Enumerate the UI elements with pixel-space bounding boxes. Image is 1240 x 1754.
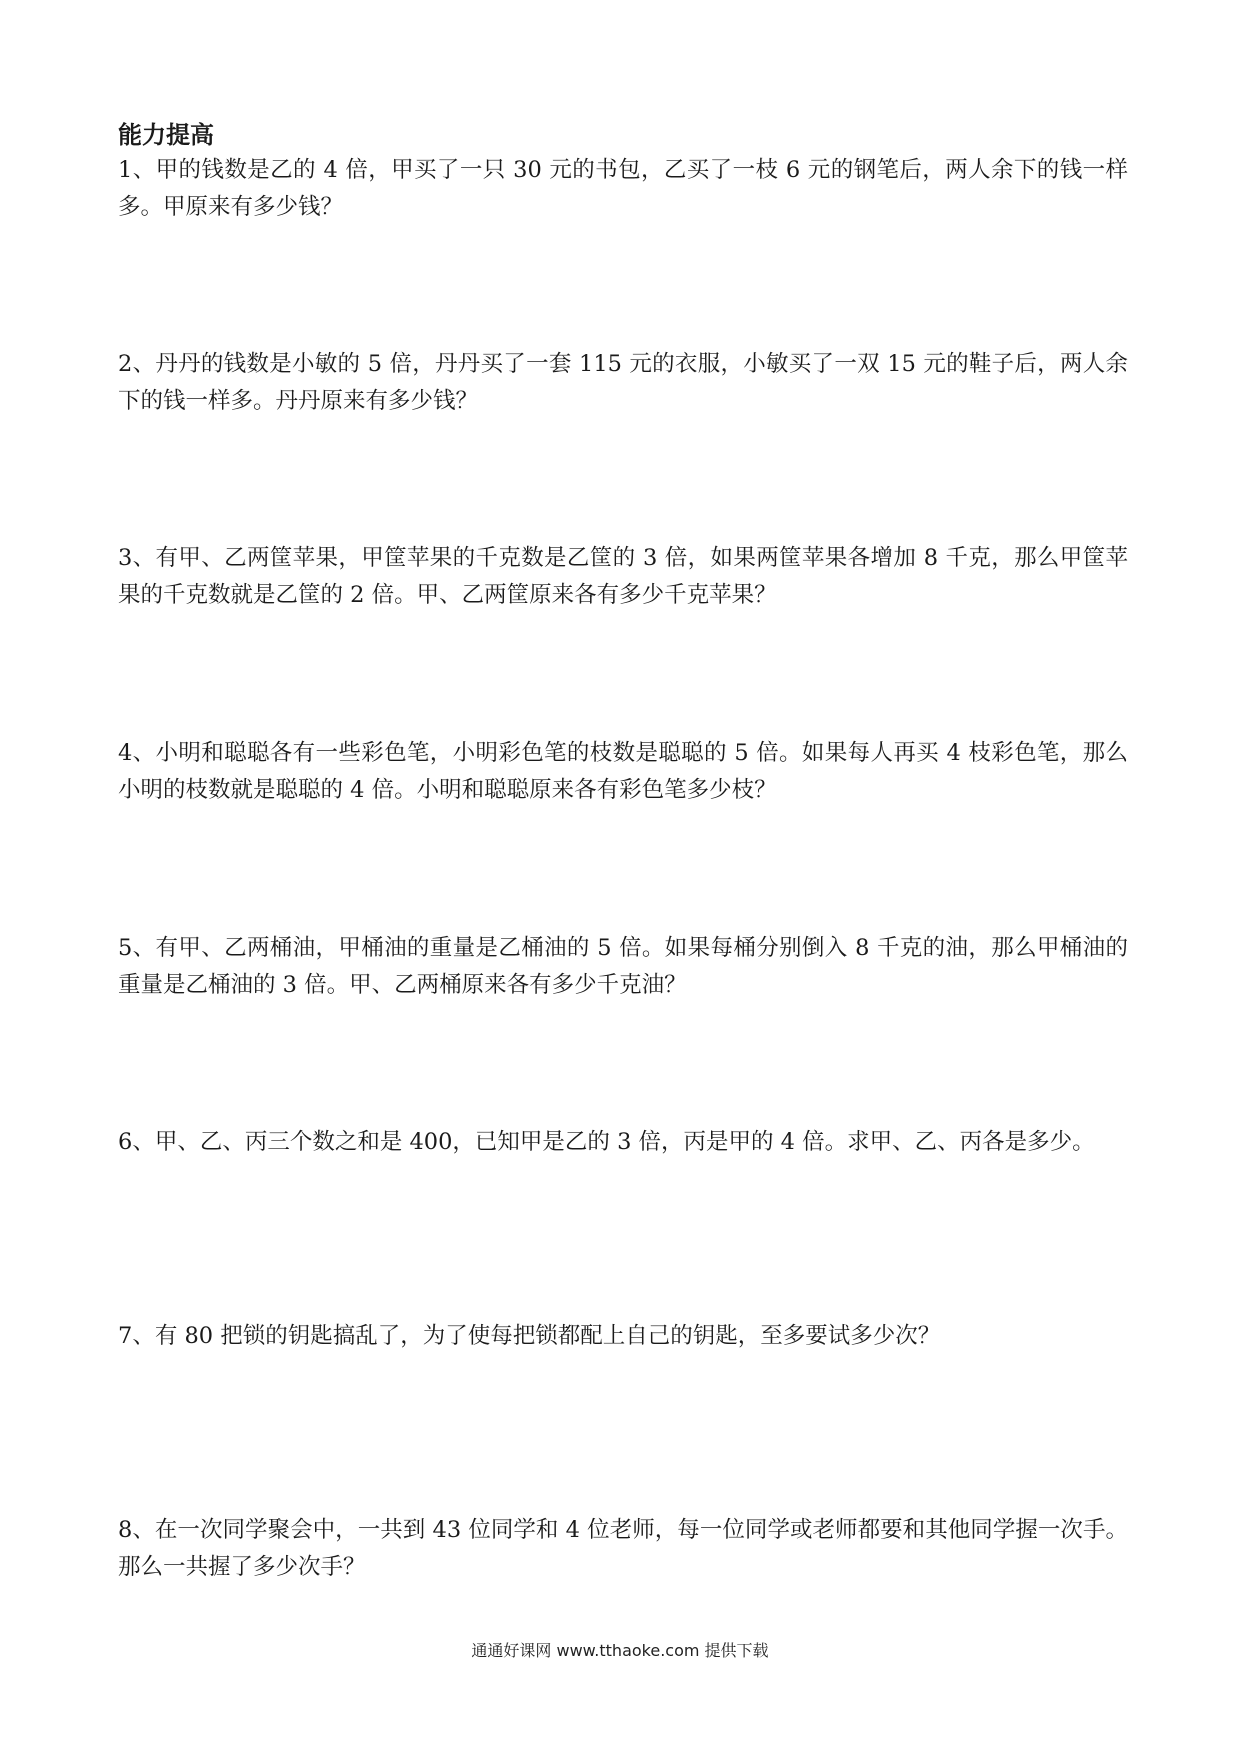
problem-1: 1、甲的钱数是乙的 4 倍，甲买了一只 30 元的书包，乙买了一枝 6 元的钢笔后，两人余下的钱一样多。甲原来有多少钱？	[118, 157, 1128, 220]
problem-2: 2、丹丹的钱数是小敏的 5 倍，丹丹买了一套 115 元的衣服，小敏买了一双 15 元的鞋子后，两人余下的钱一样多。丹丹原来有多少钱？	[118, 351, 1128, 414]
problem-3: 3、有甲、乙两筐苹果，甲筐苹果的千克数是乙筐的 3 倍，如果两筐苹果各增加 8 千克，那么甲筐苹果的千克数就是乙筐的 2 倍。甲、乙两筐原来各有多少千克苹果？	[118, 545, 1128, 608]
problem-6: 6、甲、乙、丙三个数之和是 400，已知甲是乙的 3 倍，丙是甲的 4 倍。求甲、乙、丙各是多少。	[118, 1129, 1095, 1155]
page-footer: 通通好课网 www.tthaoke.com 提供下载	[471, 1641, 769, 1660]
problem-8: 8、在一次同学聚会中，一共到 43 位同学和 4 位老师，每一位同学或老师都要和其他同学握一次手。那么一共握了多少次手？	[118, 1517, 1128, 1580]
section-title: 能力提高	[118, 121, 214, 149]
problem-7: 7、有 80 把锁的钥匙搞乱了，为了使每把锁都配上自己的钥匙，至多要试多少次？	[118, 1323, 941, 1349]
problem-5: 5、有甲、乙两桶油，甲桶油的重量是乙桶油的 5 倍。如果每桶分别倒入 8 千克的油，那么甲桶油的重量是乙桶油的 3 倍。甲、乙两桶原来各有多少千克油？	[118, 935, 1128, 998]
problem-4: 4、小明和聪聪各有一些彩色笔，小明彩色笔的枝数是聪聪的 5 倍。如果每人再买 4 枝彩色笔，那么小明的枝数就是聪聪的 4 倍。小明和聪聪原来各有彩色笔多少枝？	[118, 740, 1128, 803]
